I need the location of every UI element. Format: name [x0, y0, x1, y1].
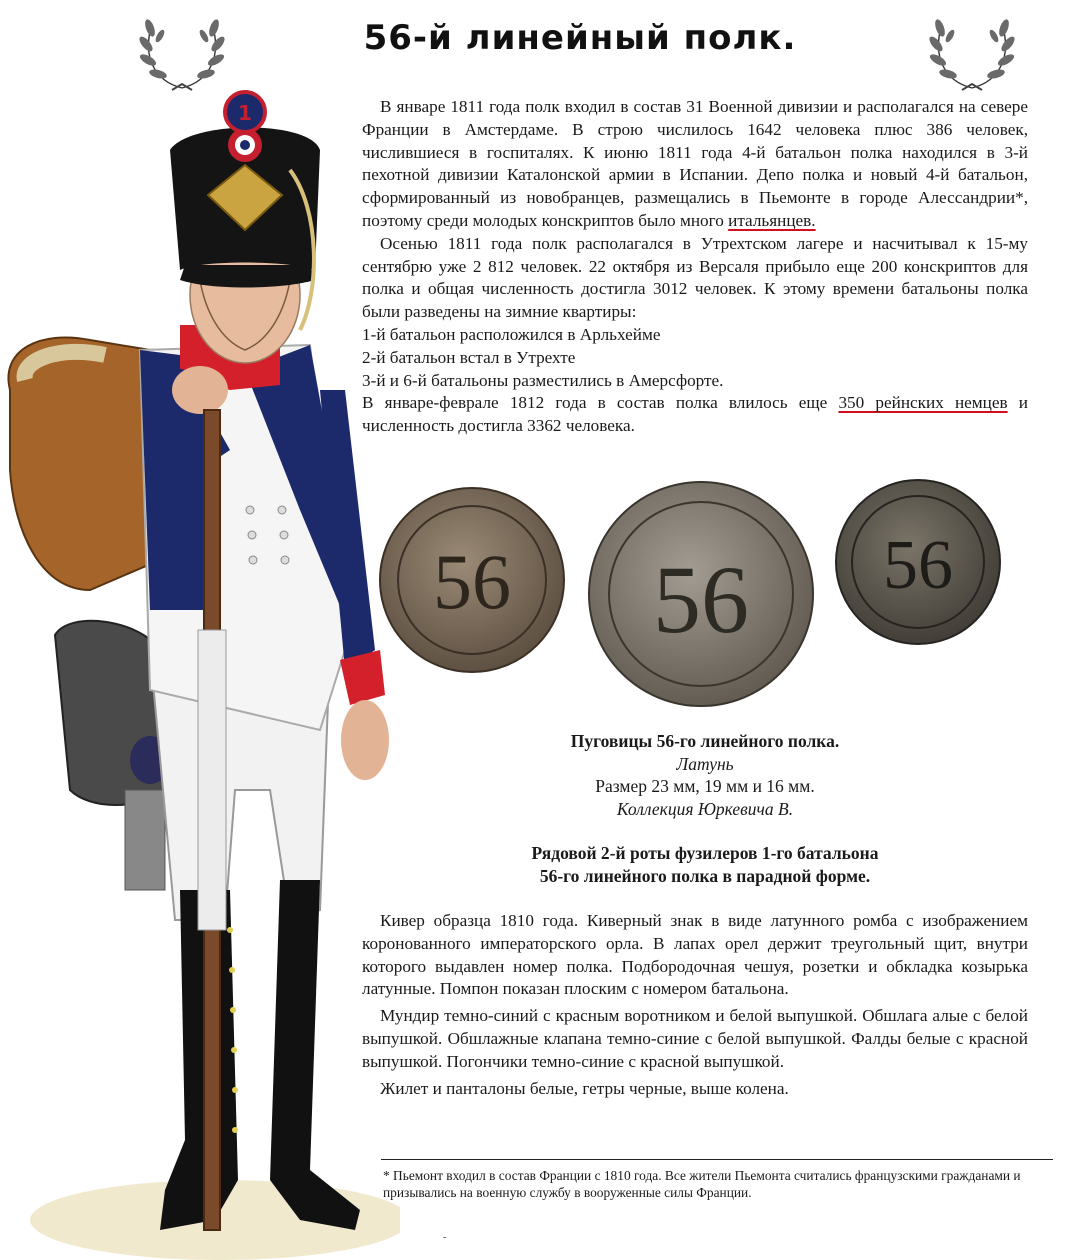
laurel-wreath-right-icon — [924, 6, 1020, 94]
page-dash: - — [443, 1232, 447, 1243]
buttons-caption-material: Латунь — [676, 753, 734, 774]
battalion-2-line: 2-й батальон встал в Утрехте — [362, 347, 576, 367]
buttons-caption-collection: Коллекция Юркевича В. — [616, 798, 794, 819]
button-23mm — [380, 488, 564, 672]
footnote: * Пьемонт входил в состав Франции с 1810 года. Все жители Пьемонта считались французскими гражданами и призывались на военную службу в вооруженные силы Франции. — [383, 1168, 1021, 1200]
buttons-caption-title: Пуговицы 56-го линейного полка. — [570, 731, 840, 751]
battalion-1-line: 1-й батальон расположился в Арльхейме — [362, 324, 661, 344]
description-coat: Мундир темно-синий с красным воротником и белой выпушкой. Обшлага алые с белой выпушкой. Обшлажные клапана темно-синие с белой выпушкой. Фалды белые с красной выпушкой. Погончики темно-синие с красной выпушкой. — [362, 1006, 1028, 1071]
intro-paragraph-2: Осенью 1811 года полк располагался в Утрехтском лагере и насчитывал к 15-му сентябрю уже 2 812 человек. 22 октября из Версаля прибыло еще 200 конскриптов для полка и общая численность достигла 3012 человек. К этому времени батальоны полка были разведены на зимние квартиры: — [362, 233, 1028, 322]
buttons-caption — [430, 730, 980, 820]
figure-caption: Рядовой 2-й роты фузилеров 1-го батальона 56-го линейного полка в парадной форме. — [531, 843, 879, 886]
svg-text:56: 56 — [883, 527, 953, 604]
svg-text:56: 56 — [433, 538, 511, 625]
intro-paragraph-1: В январе 1811 года полк входил в состав 31 Военной дивизии и располагался на севере Франции в Амстердаме. В строю числилось 1642 человека плюс 386 человек, числившиеся в госпиталях. К июню 1811 года 4-й батальон полка находился в 3-й пехотной дивизии Каталонской армии в Испании. Депо полка и новый 4-й батальон, сформированный из новобранцев, размещались в Пьемонте в городе Алессандрии*, поэтому среди молодых конскриптов было много итальянцев. — [362, 97, 1028, 230]
description-trousers: Жилет и панталоны белые, гетры черные, выше колена. — [380, 1078, 789, 1098]
fusilier-illustration — [0, 90, 400, 1260]
button-16mm — [836, 480, 1000, 644]
laurel-wreath-left-icon — [134, 6, 230, 94]
underline-italians: итальянцев. — [728, 210, 816, 230]
uniform-description — [362, 910, 1028, 1100]
underline-rhine-germans: 350 рейнских немцев — [838, 393, 1008, 413]
page-title: 56-й линейный полк. — [363, 18, 797, 58]
intro-text — [362, 96, 1028, 438]
description-shako: Кивер образца 1810 года. Киверный знак в виде латунного ромба с изображением коронованного императорского орла. В лапах орел держит треугольный щит, внутри которого выдавлен номер полка. Подбородочная чешуя, розетки и обкладка козырька латунные. Помпон показан плоским с номером батальона. — [362, 911, 1028, 999]
footnote-divider — [381, 1159, 1053, 1160]
pompon-number: 1 — [238, 101, 252, 125]
buttons-caption-size: Размер 23 мм, 19 мм и 16 мм. — [595, 776, 815, 797]
button-19mm — [589, 482, 813, 706]
regiment-buttons-photo — [378, 476, 1018, 716]
battalion-3-line: 3-й и 6-й батальоны разместились в Амерсфорте. — [362, 370, 724, 390]
intro-paragraph-3: В январе-феврале 1812 года в состав полка влилось еще 350 рейнских немцев и численность достигла 3362 человека. — [362, 393, 1028, 436]
svg-text:56: 56 — [653, 546, 749, 653]
